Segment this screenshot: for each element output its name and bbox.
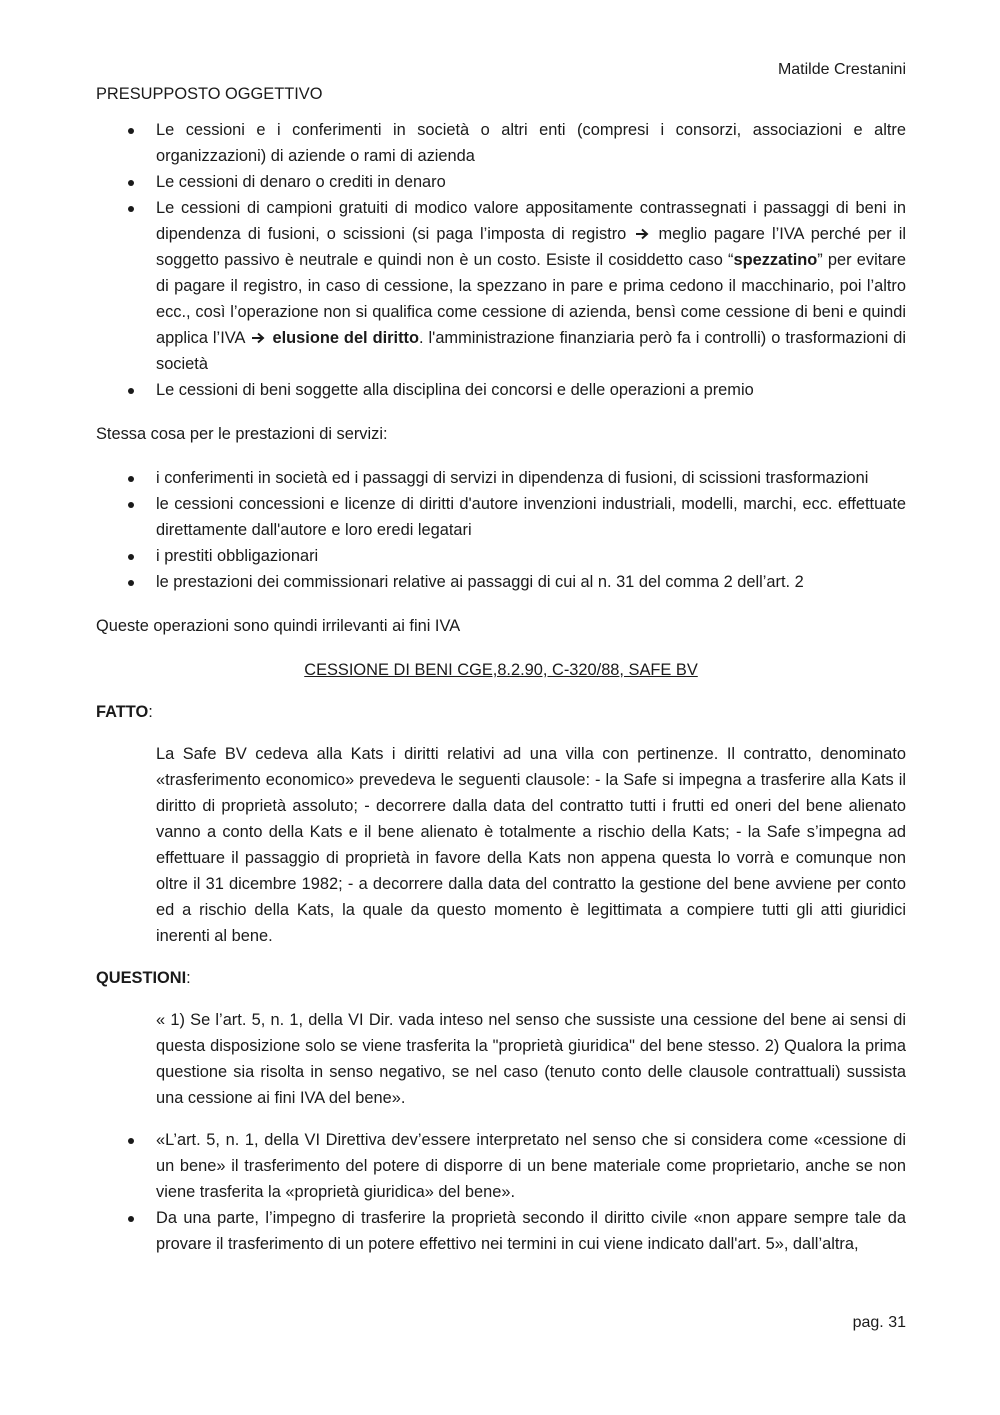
list-item-text: Da una parte, l’impegno di trasferire la proprietà secondo il diritto civile «non appare sempre tale da provare il trasferimento di un potere effettivo nei termini in cui viene indicato dall'art. 5», dall’altra,	[156, 1209, 906, 1253]
bullet-icon	[128, 554, 134, 560]
bullet-icon	[128, 580, 134, 586]
list-item	[96, 169, 906, 195]
bullet-list-sentenza	[96, 1127, 906, 1257]
bullet-icon	[128, 1216, 134, 1222]
bullet-icon	[128, 388, 134, 394]
list-item	[96, 195, 906, 377]
list-item	[96, 491, 906, 543]
list-item-text: i prestiti obbligazionari	[156, 547, 319, 565]
list-item-text: i conferimenti in società ed i passaggi di servizi in dipendenza di fusioni, di scissioni trasformazioni	[156, 469, 869, 487]
list-item-text: meglio pagare l’IVA perché per il soggetto passivo è neutrale e quindi non è un costo. Esiste il cosiddetto caso “	[156, 225, 906, 269]
list-item	[96, 1127, 906, 1205]
list-item-text: Le cessioni e i conferimenti in società o altri enti (compresi i consorzi, associazioni e altre organizzazioni) di aziende o rami di azienda	[156, 121, 906, 165]
questioni-colon: :	[186, 969, 191, 987]
fatto-label: FATTO	[96, 703, 149, 721]
list-item	[96, 465, 906, 491]
list-item-text: le cessioni concessioni e licenze di diritti d'autore invenzioni industriali, modelli, marchi, ecc. effettuate direttamente dall'autore e loro eredi legatari	[156, 495, 906, 539]
list-item-text: . l'amministrazione finanziaria però fa i controlli) o trasformazioni di società	[156, 329, 906, 373]
list-item	[96, 569, 906, 595]
bold-term-elusione: elusione del diritto	[272, 329, 420, 347]
list-item-text: ” per evitare di pagare il registro, in caso di cessione, la spezzano in pare e prima cedono il macchinario, poi l’altro ecc., così l’operazione non si qualifica come cessione di azienda, bensì come cessione di beni e quindi applica l’IVA	[156, 251, 907, 347]
questioni-paragraph: « 1) Se l’art. 5, n. 1, della VI Dir. vada inteso nel senso che sussiste una cessione del bene ai sensi di questa disposizione solo se viene trasferita la "proprietà giuridica" del bene stesso. 2) Qualora la prima questione sia risolta in senso negativo, se nel caso (tenuto conto delle clausole contrattuali) sussista una cessione ai fini IVA del bene».	[156, 1011, 906, 1107]
fatto-heading	[96, 699, 906, 725]
case-heading	[96, 657, 906, 683]
bullet-icon	[128, 128, 134, 134]
questioni-label: QUESTIONI	[96, 969, 187, 987]
list-item-text: Le cessioni di campioni gratuiti di modico valore appositamente contrassegnati i passaggi di beni in dipendenza di fusioni, o scissioni (si paga l’imposta di registro	[156, 199, 906, 243]
page-number: pag. 31	[852, 1314, 906, 1331]
bullet-list-servizi	[96, 465, 906, 595]
arrow-right-icon	[635, 228, 649, 240]
list-item	[96, 543, 906, 569]
bullet-icon	[128, 1138, 134, 1144]
bullet-icon	[128, 502, 134, 508]
list-item-text: Le cessioni di denaro o crediti in denaro	[156, 173, 446, 191]
case-title: CESSIONE DI BENI CGE,8.2.90, C-320/88, SAFE BV	[304, 661, 698, 679]
list-item	[96, 377, 906, 403]
list-item-text: Le cessioni di beni soggette alla disciplina dei concorsi e delle operazioni a premio	[156, 381, 754, 399]
header-author: Matilde Crestanini	[777, 61, 906, 78]
section-title: PRESUPPOSTO OGGETTIVO	[96, 85, 323, 103]
bullet-icon	[128, 206, 134, 212]
services-intro: Stessa cosa per le prestazioni di servizi:	[96, 425, 388, 443]
bullet-icon	[128, 180, 134, 186]
bold-term-spezzatino: spezzatino	[733, 251, 818, 269]
bullet-icon	[128, 476, 134, 482]
fatto-paragraph: La Safe BV cedeva alla Kats i diritti relativi ad una villa con pertinenze. Il contratto, denominato «trasferimento economico» prevedeva le seguenti clausole: - la Safe si impegna a trasferire alla Kats il diritto di proprietà assoluto; - decorrere dalla data del contratto tutti i frutti ed oneri del bene alienato vanno a conto della Kats e il bene alienato è totalmente a rischio della Kats; - la Safe s’impegna ad effettuare il passaggio di proprietà in favore della Kats non appena questa lo vorrà e comunque non oltre il 31 dicembre 1982; - a decorrere dalla data del contratto la gestione del bene avviene per conto ed a rischio della Kats, la quale da questo momento è legittimata a compiere tutti gli atti giuridici inerenti al bene.	[156, 745, 906, 945]
page-content	[96, 81, 906, 1257]
bullet-list-cessioni	[96, 117, 906, 403]
list-item	[96, 117, 906, 169]
list-item	[96, 1205, 906, 1257]
list-item-text: le prestazioni dei commissionari relative ai passaggi di cui al n. 31 del comma 2 dell’art. 2	[156, 573, 804, 591]
list-item-text: «L’art. 5, n. 1, della VI Direttiva dev’essere interpretato nel senso che si considera come «cessione di un bene» il trasferimento del potere di disporre di un bene materiale come proprietario, anche se non viene trasferita la «proprietà giuridica» del bene».	[156, 1131, 906, 1201]
questioni-heading	[96, 965, 906, 991]
irrelevant-note: Queste operazioni sono quindi irrilevanti ai fini IVA	[96, 617, 461, 635]
fatto-colon: :	[148, 703, 153, 721]
arrow-right-icon	[251, 332, 265, 344]
